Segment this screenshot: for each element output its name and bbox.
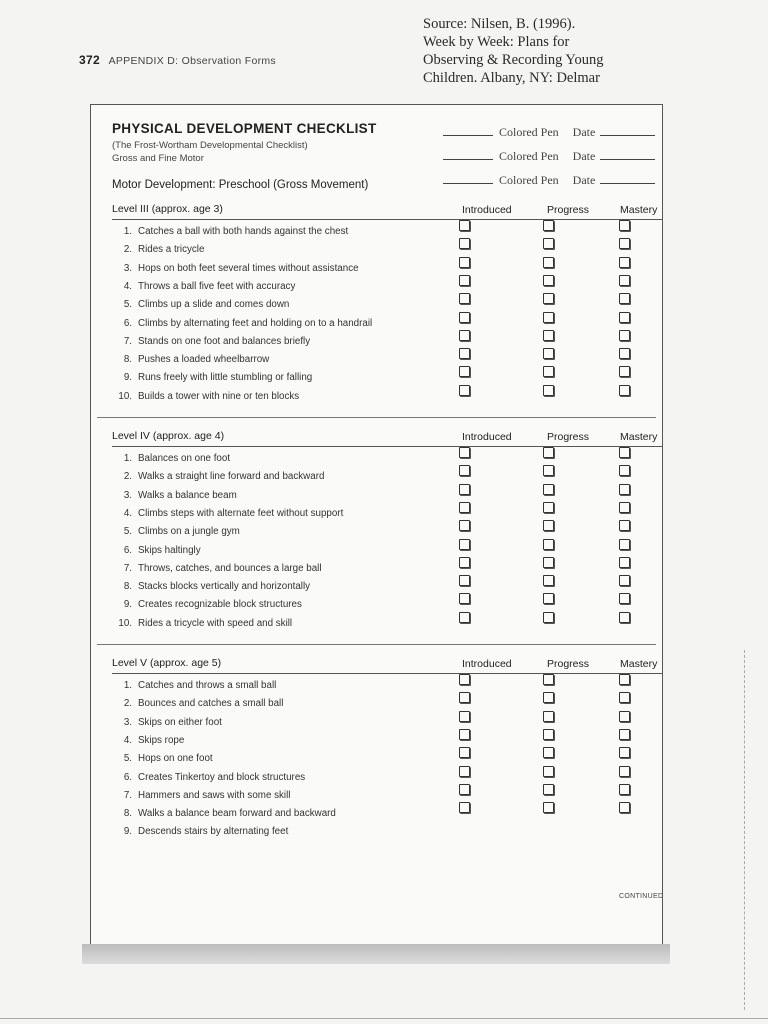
column-header-mastery: Mastery xyxy=(620,658,658,670)
checkbox-mastery[interactable] xyxy=(619,784,630,795)
page-edge-shadow xyxy=(82,944,670,964)
checkbox-introduced[interactable] xyxy=(459,447,470,458)
section-separator xyxy=(97,417,656,418)
item-number: 10. xyxy=(118,390,132,402)
checkbox-introduced[interactable] xyxy=(459,312,470,323)
pen-label: Colored Pen xyxy=(499,173,559,187)
checklist-item xyxy=(112,508,343,519)
checkbox-mastery[interactable] xyxy=(619,766,630,777)
checkbox-progress[interactable] xyxy=(543,729,554,740)
margin-dash-line xyxy=(744,650,746,1010)
checklist-item xyxy=(112,490,237,501)
item-number: 5. xyxy=(123,753,132,765)
checkbox-introduced[interactable] xyxy=(459,711,470,722)
checklist-item xyxy=(112,545,201,556)
checkbox-progress[interactable] xyxy=(543,385,554,396)
checkbox-progress[interactable] xyxy=(543,312,554,323)
colored-pen-line[interactable] xyxy=(443,149,655,164)
checkbox-introduced[interactable] xyxy=(459,366,470,377)
item-text: Builds a tower with nine or ten blocks xyxy=(138,390,300,402)
checkbox-mastery[interactable] xyxy=(619,348,630,359)
checklist-item xyxy=(112,826,288,837)
checkbox-mastery[interactable] xyxy=(619,238,630,249)
item-number: 6. xyxy=(123,544,132,556)
checkbox-introduced[interactable] xyxy=(459,557,470,568)
item-number: 1. xyxy=(123,226,132,237)
checkbox-progress[interactable] xyxy=(543,766,554,777)
date-label: Date xyxy=(572,125,596,139)
checklist-item xyxy=(112,453,230,464)
checkbox-progress[interactable] xyxy=(543,784,554,795)
checkbox-progress[interactable] xyxy=(543,502,554,513)
checkbox-progress[interactable] xyxy=(543,257,554,268)
checklist-item xyxy=(112,599,302,610)
checkbox-mastery[interactable] xyxy=(619,447,630,458)
source-line: Week by Week: Plans for xyxy=(423,34,570,50)
checklist-item xyxy=(112,263,359,274)
source-line: Observing & Recording Young xyxy=(423,52,604,68)
checklist-item xyxy=(112,735,184,746)
page-number: 372 xyxy=(79,53,100,67)
checkbox-mastery[interactable] xyxy=(619,612,630,623)
checkbox-progress[interactable] xyxy=(543,575,554,586)
checkbox-progress[interactable] xyxy=(543,293,554,304)
checkbox-introduced[interactable] xyxy=(459,674,470,685)
item-text: Runs freely with little stumbling or falling xyxy=(138,372,313,384)
item-number: 1. xyxy=(123,453,132,464)
item-number: 4. xyxy=(123,280,132,292)
checkbox-introduced[interactable] xyxy=(459,692,470,703)
checkbox-introduced[interactable] xyxy=(459,747,470,758)
checkbox-mastery[interactable] xyxy=(619,593,630,604)
item-text: Skips on either foot xyxy=(138,716,222,728)
checkbox-progress[interactable] xyxy=(543,465,554,476)
checkbox-mastery[interactable] xyxy=(619,465,630,476)
checklist-form xyxy=(90,104,663,945)
checkbox-mastery[interactable] xyxy=(619,747,630,758)
item-text: Walks a straight line forward and backward xyxy=(138,471,325,483)
bottom-rule xyxy=(0,1018,768,1019)
checkbox-introduced[interactable] xyxy=(459,766,470,777)
checkbox-progress[interactable] xyxy=(543,612,554,623)
checkbox-progress[interactable] xyxy=(543,557,554,568)
checkbox-mastery[interactable] xyxy=(619,575,630,586)
source-line: Source: Nilsen, B. (1996). xyxy=(423,16,576,32)
checkbox-mastery[interactable] xyxy=(619,802,630,813)
source-line: Children. Albany, NY: Delmar xyxy=(423,70,600,86)
item-text: Walks a balance beam xyxy=(138,489,237,501)
item-text: Rides a tricycle with speed and skill xyxy=(138,617,293,629)
item-text: Climbs up a slide and comes down xyxy=(138,299,290,311)
pen-label: Colored Pen xyxy=(499,149,559,163)
checkbox-introduced[interactable] xyxy=(459,575,470,586)
checkbox-introduced[interactable] xyxy=(459,612,470,623)
checkbox-mastery[interactable] xyxy=(619,692,630,703)
checklist-item xyxy=(112,281,295,292)
checkbox-progress[interactable] xyxy=(543,330,554,341)
checkbox-mastery[interactable] xyxy=(619,293,630,304)
checkbox-mastery[interactable] xyxy=(619,385,630,396)
date-blank[interactable] xyxy=(600,135,655,136)
checkbox-mastery[interactable] xyxy=(619,711,630,722)
item-text: Creates recognizable block structures xyxy=(138,599,302,611)
checklist-item xyxy=(112,299,289,310)
checkbox-mastery[interactable] xyxy=(619,729,630,740)
continued-label: CONTINUED xyxy=(619,893,664,900)
checkbox-introduced[interactable] xyxy=(459,220,470,231)
item-text: Hammers and saws with some skill xyxy=(138,789,291,801)
checkbox-progress[interactable] xyxy=(543,484,554,495)
checkbox-mastery[interactable] xyxy=(619,520,630,531)
checklist-item xyxy=(112,244,204,255)
checkbox-introduced[interactable] xyxy=(459,275,470,286)
checkbox-progress[interactable] xyxy=(543,220,554,231)
item-text: Stacks blocks vertically and horizontally xyxy=(138,581,311,593)
column-header-introduced: Introduced xyxy=(462,204,512,216)
checklist-item xyxy=(112,808,336,819)
column-header-introduced: Introduced xyxy=(462,658,512,670)
checkbox-progress[interactable] xyxy=(543,366,554,377)
item-number: 8. xyxy=(123,354,132,366)
item-number: 6. xyxy=(123,771,132,783)
checkbox-introduced[interactable] xyxy=(459,784,470,795)
item-text: Stands on one foot and balances briefly xyxy=(138,335,311,347)
column-header-progress: Progress xyxy=(547,204,590,216)
page-header-text: APPENDIX D: Observation Forms xyxy=(108,55,276,67)
item-text: Pushes a loaded wheelbarrow xyxy=(138,354,270,366)
date-label: Date xyxy=(572,173,596,187)
item-number: 7. xyxy=(123,335,132,347)
column-header-mastery: Mastery xyxy=(620,204,658,216)
checkbox-progress[interactable] xyxy=(543,711,554,722)
form-subtitle: (The Frost-Wortham Developmental Checklist) xyxy=(112,140,308,151)
item-text: Walks a balance beam forward and backward xyxy=(138,808,336,820)
checklist-item xyxy=(112,372,312,383)
item-number: 5. xyxy=(123,299,132,311)
checklist-item xyxy=(112,226,348,237)
item-text: Balances on one foot xyxy=(138,453,231,464)
column-header-introduced: Introduced xyxy=(462,431,512,443)
item-number: 4. xyxy=(123,734,132,746)
item-text: Skips rope xyxy=(138,734,185,746)
checklist-item xyxy=(112,336,310,347)
item-text: Skips haltingly xyxy=(138,544,201,556)
colored-pen-line[interactable] xyxy=(443,173,655,188)
level-title: Level V (approx. age 5) xyxy=(112,657,222,669)
form-subtitle: Gross and Fine Motor xyxy=(112,153,204,164)
item-number: 3. xyxy=(123,262,132,274)
level-header xyxy=(112,657,663,674)
column-header-mastery: Mastery xyxy=(620,431,658,443)
checklist-item xyxy=(112,790,290,801)
checkbox-introduced[interactable] xyxy=(459,257,470,268)
checkbox-mastery[interactable] xyxy=(619,257,630,268)
date-label: Date xyxy=(572,149,596,163)
item-text: Climbs by alternating feet and holding on to a handrail xyxy=(138,317,373,329)
date-blank[interactable] xyxy=(600,183,655,184)
checkbox-introduced[interactable] xyxy=(459,465,470,476)
checkbox-introduced[interactable] xyxy=(459,539,470,550)
checkbox-mastery[interactable] xyxy=(619,539,630,550)
checklist-item xyxy=(112,680,276,691)
checkbox-progress[interactable] xyxy=(543,348,554,359)
item-number: 9. xyxy=(123,599,132,611)
item-number: 1. xyxy=(123,680,132,691)
checklist-item xyxy=(112,354,269,365)
item-text: Hops on one foot xyxy=(138,753,213,765)
item-number: 9. xyxy=(123,372,132,384)
checkbox-progress[interactable] xyxy=(543,747,554,758)
item-text: Rides a tricycle xyxy=(138,244,205,256)
item-number: 4. xyxy=(123,507,132,519)
section-title: Motor Development: Preschool (Gross Movement) xyxy=(112,179,369,191)
item-number: 7. xyxy=(123,562,132,574)
checkbox-progress[interactable] xyxy=(543,802,554,813)
checklist-item xyxy=(112,772,305,783)
checkbox-mastery[interactable] xyxy=(619,312,630,323)
source-citation xyxy=(423,15,723,87)
item-text: Throws a ball five feet with accuracy xyxy=(138,280,296,292)
section-separator xyxy=(97,644,656,645)
checkbox-mastery[interactable] xyxy=(619,674,630,685)
checkbox-introduced[interactable] xyxy=(459,484,470,495)
item-text: Hops on both feet several times without assistance xyxy=(138,262,359,274)
colored-pen-line[interactable] xyxy=(443,125,655,140)
checkbox-introduced[interactable] xyxy=(459,593,470,604)
checklist-item xyxy=(112,563,322,574)
checkbox-introduced[interactable] xyxy=(459,520,470,531)
checklist-item xyxy=(112,618,292,629)
checklist-item xyxy=(112,526,240,537)
item-text: Catches a ball with both hands against the chest xyxy=(138,226,349,237)
item-number: 7. xyxy=(123,789,132,801)
item-text: Climbs on a jungle gym xyxy=(138,526,240,538)
checkbox-progress[interactable] xyxy=(543,238,554,249)
checklist-item xyxy=(112,318,372,329)
item-number: 8. xyxy=(123,808,132,820)
checkbox-progress[interactable] xyxy=(543,520,554,531)
checkbox-mastery[interactable] xyxy=(619,484,630,495)
item-number: 10. xyxy=(118,617,132,629)
checkbox-introduced[interactable] xyxy=(459,238,470,249)
item-text: Climbs steps with alternate feet without support xyxy=(138,507,344,519)
checkbox-progress[interactable] xyxy=(543,593,554,604)
checkbox-introduced[interactable] xyxy=(459,385,470,396)
level-title: Level III (approx. age 3) xyxy=(112,203,223,215)
checkbox-introduced[interactable] xyxy=(459,330,470,341)
checkbox-progress[interactable] xyxy=(543,539,554,550)
checkbox-mastery[interactable] xyxy=(619,557,630,568)
item-number: 2. xyxy=(123,244,132,256)
checkbox-progress[interactable] xyxy=(543,692,554,703)
checklist-item xyxy=(112,698,283,709)
item-text: Catches and throws a small ball xyxy=(138,680,277,691)
level-header xyxy=(112,203,663,220)
checkbox-introduced[interactable] xyxy=(459,348,470,359)
pen-blank[interactable] xyxy=(443,159,493,160)
checkbox-progress[interactable] xyxy=(543,275,554,286)
checklist-item xyxy=(112,581,310,592)
checkbox-mastery[interactable] xyxy=(619,330,630,341)
column-header-progress: Progress xyxy=(547,431,590,443)
item-number: 8. xyxy=(123,581,132,593)
item-number: 5. xyxy=(123,526,132,538)
item-text: Creates Tinkertoy and block structures xyxy=(138,771,306,783)
checkbox-introduced[interactable] xyxy=(459,502,470,513)
item-number: 2. xyxy=(123,471,132,483)
pen-blank[interactable] xyxy=(443,135,493,136)
checkbox-mastery[interactable] xyxy=(619,275,630,286)
checkbox-mastery[interactable] xyxy=(619,220,630,231)
item-number: 3. xyxy=(123,716,132,728)
item-number: 2. xyxy=(123,698,132,710)
level-header xyxy=(112,430,663,447)
date-blank[interactable] xyxy=(600,159,655,160)
item-text: Bounces and catches a small ball xyxy=(138,698,284,710)
page-header xyxy=(79,53,276,67)
checklist-item xyxy=(112,753,213,764)
item-number: 9. xyxy=(123,826,132,838)
pen-label: Colored Pen xyxy=(499,125,559,139)
item-text: Throws, catches, and bounces a large ball xyxy=(138,562,322,574)
column-header-progress: Progress xyxy=(547,658,590,670)
pen-blank[interactable] xyxy=(443,183,493,184)
checkbox-introduced[interactable] xyxy=(459,729,470,740)
checkbox-mastery[interactable] xyxy=(619,502,630,513)
item-number: 6. xyxy=(123,317,132,329)
checklist-item xyxy=(112,717,222,728)
checkbox-progress[interactable] xyxy=(543,447,554,458)
form-title: PHYSICAL DEVELOPMENT CHECKLIST xyxy=(112,121,377,136)
level-title: Level IV (approx. age 4) xyxy=(112,430,225,442)
checkbox-mastery[interactable] xyxy=(619,366,630,377)
checklist-item xyxy=(112,471,324,482)
checkbox-progress[interactable] xyxy=(543,674,554,685)
checkbox-introduced[interactable] xyxy=(459,802,470,813)
item-text: Descends stairs by alternating feet xyxy=(138,826,289,838)
checklist-item xyxy=(112,391,299,402)
item-number: 3. xyxy=(123,489,132,501)
checkbox-introduced[interactable] xyxy=(459,293,470,304)
